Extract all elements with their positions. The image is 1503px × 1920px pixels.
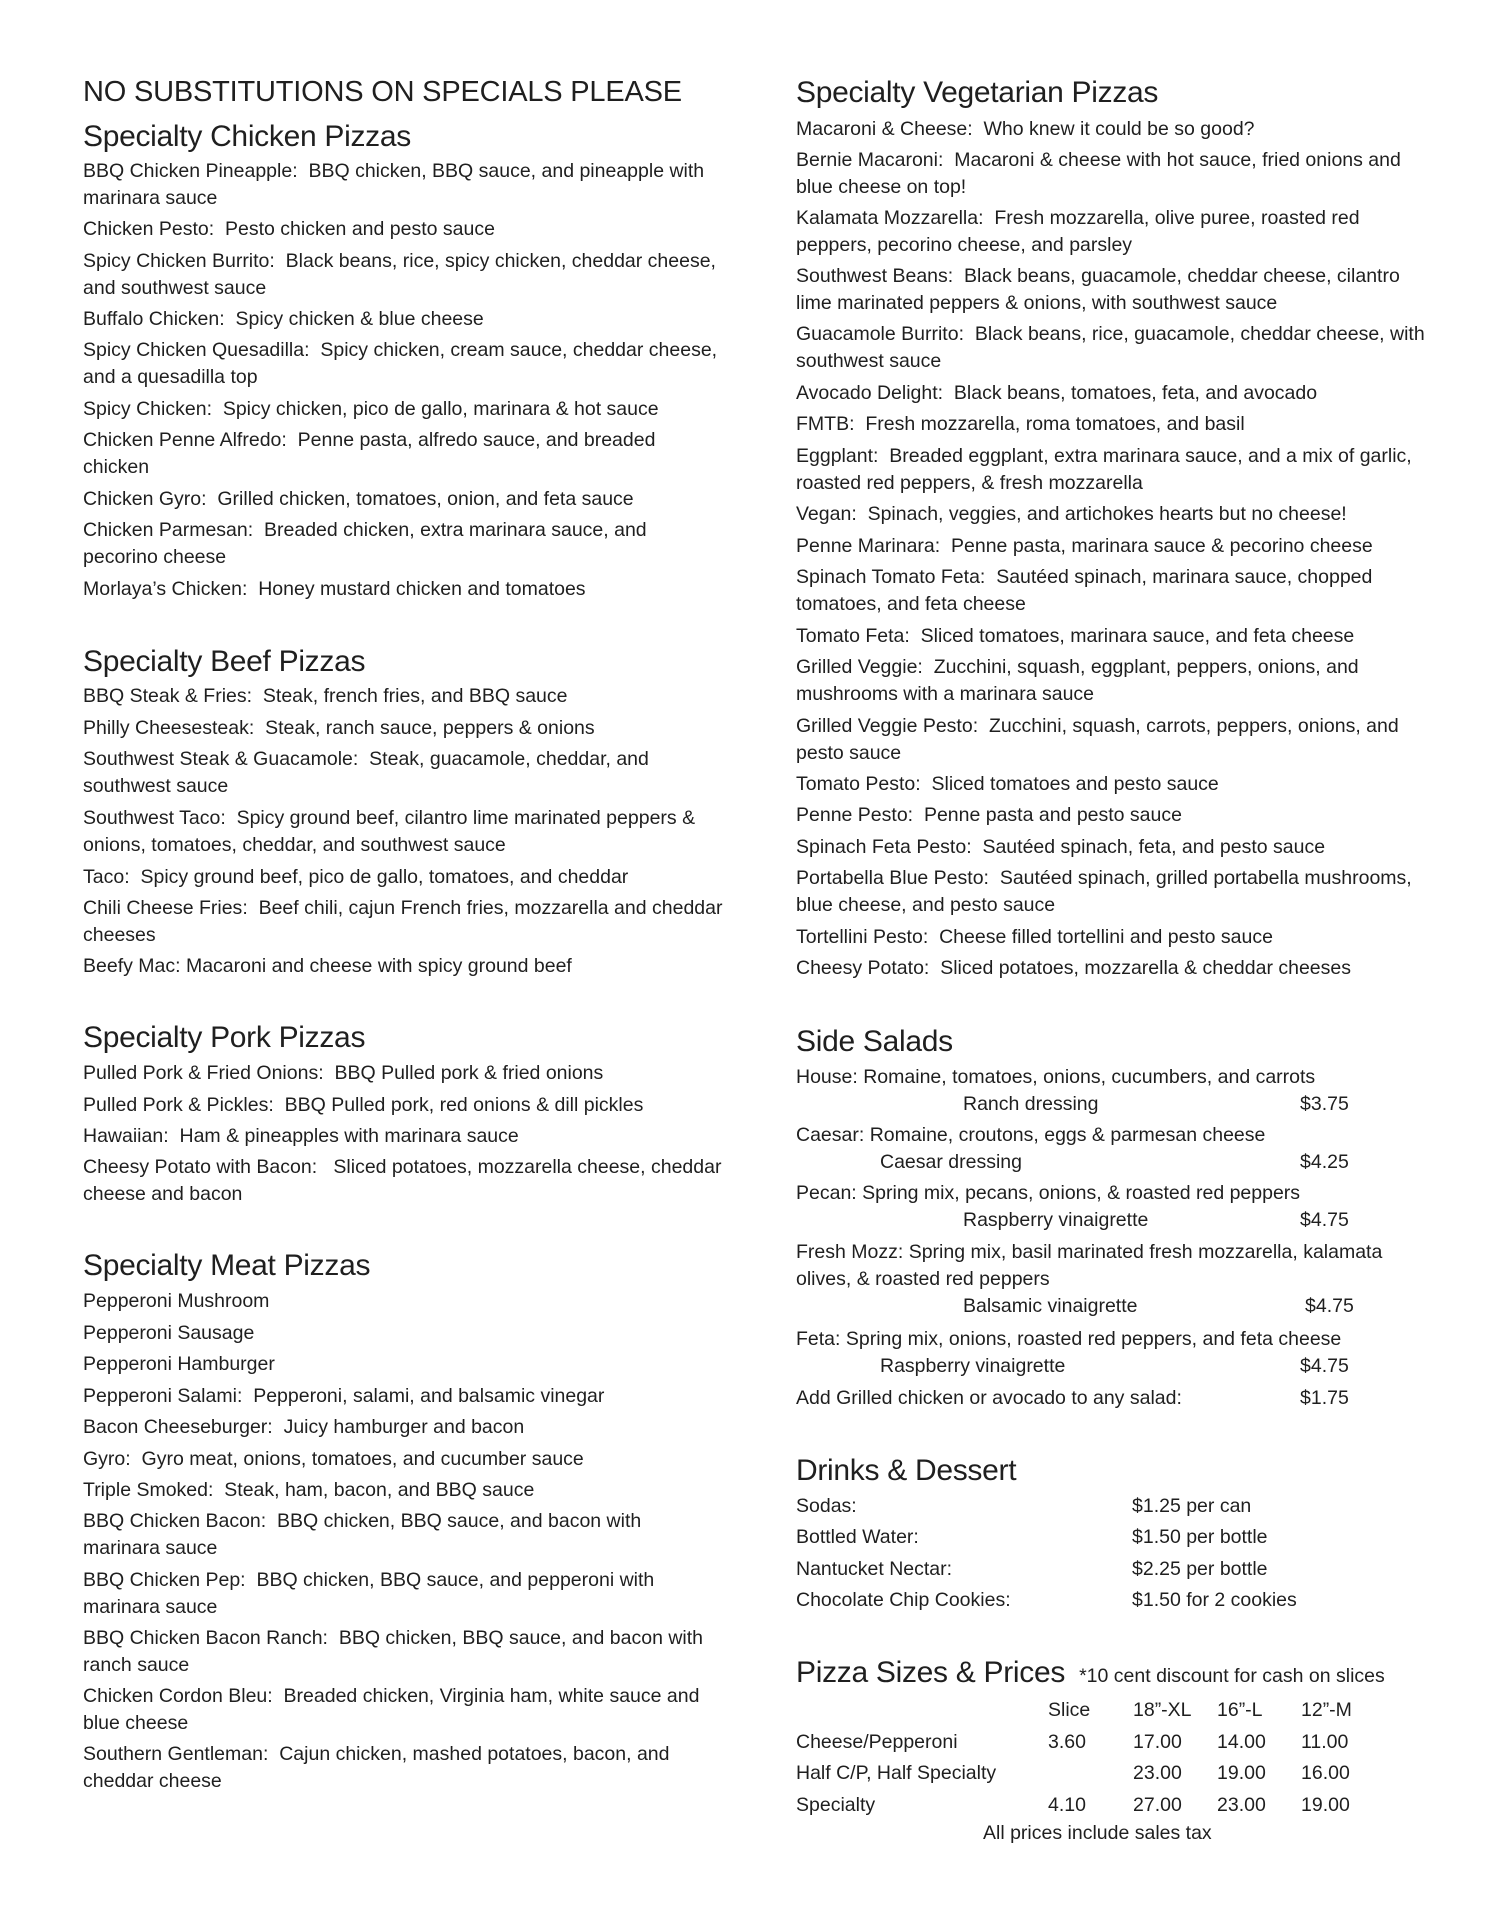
- menu-item: Tortellini Pesto : Cheese filled tortellini and pesto sauce: [796, 924, 1436, 951]
- table-row: Cheese/Pepperoni 3.60 17.00 14.00 11.00: [796, 1730, 1349, 1753]
- menu-item: Pepperoni Sausage: [83, 1322, 255, 1344]
- menu-item: Bernie Macaroni : Macaroni & cheese with hot sauce, fried onions and blue cheese on top!: [796, 147, 1436, 201]
- price-table-header: Slice 18”-XL 16”-L 12”-M: [1048, 1699, 1352, 1721]
- menu-item: Cheesy Potato with Bacon : Sliced potatoes, mozzarella cheese, cheddar cheese and bacon: [83, 1154, 723, 1208]
- menu-item: Gyro : Gyro meat, onions, tomatoes, and cucumber sauce: [83, 1446, 723, 1473]
- drink-item: Nantucket Nectar: $2.25 per bottle: [796, 1558, 1268, 1580]
- menu-item: Beefy Mac: Macaroni and cheese with spicy ground beef: [83, 955, 572, 977]
- salad-item: Fresh Mozz: Spring mix, basil marinated fresh mozzarella, kalamata olives, & roasted red peppers Balsamic vinaigrette $4.75: [796, 1241, 1383, 1317]
- menu-item: Tomato Feta : Sliced tomatoes, marinara sauce, and feta cheese: [796, 623, 1436, 650]
- no-substitutions-notice: NO SUBSTITUTIONS ON SPECIALS PLEASE: [83, 76, 682, 108]
- menu-item: Pepperoni Salami : Pepperoni, salami, and balsamic vinegar: [83, 1383, 723, 1410]
- menu-item: Pepperoni Hamburger: [83, 1353, 275, 1375]
- section-title-chicken: Specialty Chicken Pizzas: [83, 120, 411, 153]
- menu-item: Vegan : Spinach, veggies, and artichokes hearts but no cheese!: [796, 501, 1436, 528]
- menu-item: Philly Cheesesteak : Steak, ranch sauce, peppers & onions: [83, 715, 723, 742]
- section-title-beef: Specialty Beef Pizzas: [83, 645, 366, 678]
- menu-item: Cheesy Potato : Sliced potatoes, mozzarella & cheddar cheeses: [796, 955, 1436, 982]
- menu-item: BBQ Chicken Pep : BBQ chicken, BBQ sauce, and pepperoni with marinara sauce: [83, 1567, 723, 1621]
- section-title-pizza-prices: Pizza Sizes & Prices *10 cent discount for cash on slices: [796, 1656, 1385, 1689]
- menu-item: Chicken Cordon Bleu : Breaded chicken, Virginia ham, white sauce and blue cheese: [83, 1683, 723, 1737]
- cash-discount-note: *10 cent discount for cash on slices: [1079, 1665, 1385, 1687]
- menu-item: Avocado Delight : Black beans, tomatoes, feta, and avocado: [796, 380, 1436, 407]
- table-row: Half C/P, Half Specialty 23.00 19.00 16.00: [796, 1762, 1350, 1784]
- salad-item: House: Romaine, tomatoes, onions, cucumbers, and carrots Ranch dressing $3.75: [796, 1066, 1349, 1115]
- section-title-vegetarian: Specialty Vegetarian Pizzas: [796, 76, 1159, 109]
- salad-item: Feta: Spring mix, onions, roasted red peppers, and feta cheese Raspberry vinaigrette $4.75: [796, 1328, 1349, 1377]
- menu-item: Spicy Chicken Quesadilla : Spicy chicken, cream sauce, cheddar cheese, and a quesadilla top: [83, 337, 723, 391]
- menu-item: Pulled Pork & Pickles : BBQ Pulled pork, red onions & dill pickles: [83, 1092, 723, 1119]
- drink-item: Bottled Water: $1.50 per bottle: [796, 1526, 1268, 1548]
- menu-item: Portabella Blue Pesto : Sautéed spinach, grilled portabella mushrooms, blue cheese, and pesto sauce: [796, 865, 1436, 919]
- menu-item: Penne Pesto : Penne pasta and pesto sauce: [796, 802, 1436, 829]
- menu-item: Guacamole Burrito : Black beans, rice, guacamole, cheddar cheese, with southwest sauce: [796, 321, 1436, 375]
- menu-item: Chicken Parmesan : Breaded chicken, extra marinara sauce, and pecorino cheese: [83, 517, 723, 571]
- section-title-drinks: Drinks & Dessert: [796, 1454, 1017, 1487]
- menu-item: FMTB : Fresh mozzarella, roma tomatoes, and basil: [796, 411, 1436, 438]
- menu-item: Southwest Beans : Black beans, guacamole, cheddar cheese, cilantro lime marinated peppers & onions, with southwest sauce: [796, 263, 1436, 317]
- menu-item: Kalamata Mozzarella : Fresh mozzarella, olive puree, roasted red peppers, pecorino cheese, and parsley: [796, 205, 1436, 259]
- menu-item: Southwest Taco : Spicy ground beef, cilantro lime marinated peppers & onions, tomatoes, cheddar, and southwest sauce: [83, 805, 723, 859]
- menu-item: Southwest Steak & Guacamole : Steak, guacamole, cheddar, and southwest sauce: [83, 746, 723, 800]
- menu-item: BBQ Chicken Bacon : BBQ chicken, BBQ sauce, and bacon with marinara sauce: [83, 1508, 723, 1562]
- sales-tax-note: All prices include sales tax: [983, 1822, 1212, 1844]
- menu-item: Chili Cheese Fries : Beef chili, cajun French fries, mozzarella and cheddar cheeses: [83, 895, 723, 949]
- menu-item: Taco : Spicy ground beef, pico de gallo, tomatoes, and cheddar: [83, 864, 723, 891]
- menu-item: Bacon Cheeseburger : Juicy hamburger and bacon: [83, 1414, 723, 1441]
- menu-item: Macaroni & Cheese : Who knew it could be so good?: [796, 116, 1436, 143]
- salad-addon: Add Grilled chicken or avocado to any salad: $1.75: [796, 1387, 1349, 1409]
- menu-item: Tomato Pesto : Sliced tomatoes and pesto sauce: [796, 771, 1436, 798]
- menu-item: Grilled Veggie : Zucchini, squash, eggplant, peppers, onions, and mushrooms with a marinara sauce: [796, 654, 1436, 708]
- menu-item: Eggplant : Breaded eggplant, extra marinara sauce, and a mix of garlic, roasted red peppers, & fresh mozzarella: [796, 443, 1436, 497]
- menu-item: Southern Gentleman : Cajun chicken, mashed potatoes, bacon, and cheddar cheese: [83, 1741, 723, 1795]
- menu-item: Spinach Tomato Feta : Sautéed spinach, marinara sauce, chopped tomatoes, and feta cheese: [796, 564, 1436, 618]
- menu-item: Triple Smoked : Steak, ham, bacon, and BBQ sauce: [83, 1477, 723, 1504]
- menu-item: Hawaiian : Ham & pineapples with marinara sauce: [83, 1123, 723, 1150]
- menu-item: Buffalo Chicken : Spicy chicken & blue cheese: [83, 306, 723, 333]
- menu-item: Chicken Gyro : Grilled chicken, tomatoes, onion, and feta sauce: [83, 486, 723, 513]
- menu-item: BBQ Chicken Bacon Ranch : BBQ chicken, BBQ sauce, and bacon with ranch sauce: [83, 1625, 723, 1679]
- menu-item: Grilled Veggie Pesto : Zucchini, squash, carrots, peppers, onions, and pesto sauce: [796, 713, 1436, 767]
- table-row: Specialty 4.10 27.00 23.00 19.00: [796, 1793, 1350, 1816]
- section-title-side-salads: Side Salads: [796, 1025, 953, 1058]
- drink-item: Chocolate Chip Cookies: $1.50 for 2 cookies: [796, 1589, 1297, 1611]
- menu-item: Pulled Pork & Fried Onions : BBQ Pulled pork & fried onions: [83, 1060, 723, 1087]
- section-title-pork: Specialty Pork Pizzas: [83, 1021, 366, 1054]
- salad-item: Pecan: Spring mix, pecans, onions, & roasted red peppers Raspberry vinaigrette $4.75: [796, 1182, 1349, 1231]
- menu-item: Penne Marinara : Penne pasta, marinara sauce & pecorino cheese: [796, 533, 1436, 560]
- menu-item: Morlaya’s Chicken : Honey mustard chicken and tomatoes: [83, 576, 723, 603]
- menu-item: Spicy Chicken : Spicy chicken, pico de gallo, marinara & hot sauce: [83, 396, 723, 423]
- menu-item: Pepperoni Mushroom: [83, 1290, 270, 1312]
- salad-item: Caesar: Romaine, croutons, eggs & parmesan cheese Caesar dressing $4.25: [796, 1124, 1349, 1173]
- menu-item: BBQ Chicken Pineapple : BBQ chicken, BBQ sauce, and pineapple with marinara sauce: [83, 158, 723, 212]
- menu-item: Chicken Pesto : Pesto chicken and pesto sauce: [83, 216, 723, 243]
- menu-item: BBQ Steak & Fries : Steak, french fries, and BBQ sauce: [83, 683, 723, 710]
- menu-item: Spicy Chicken Burrito : Black beans, rice, spicy chicken, cheddar cheese, and southwest sauce: [83, 248, 723, 302]
- price-table: [796, 1697, 1436, 1823]
- drink-item: Sodas: $1.25 per can: [796, 1495, 1252, 1517]
- menu-item: Chicken Penne Alfredo : Penne pasta, alfredo sauce, and breaded chicken: [83, 427, 723, 481]
- section-title-meat: Specialty Meat Pizzas: [83, 1249, 371, 1282]
- menu-item: Spinach Feta Pesto : Sautéed spinach, feta, and pesto sauce: [796, 834, 1436, 861]
